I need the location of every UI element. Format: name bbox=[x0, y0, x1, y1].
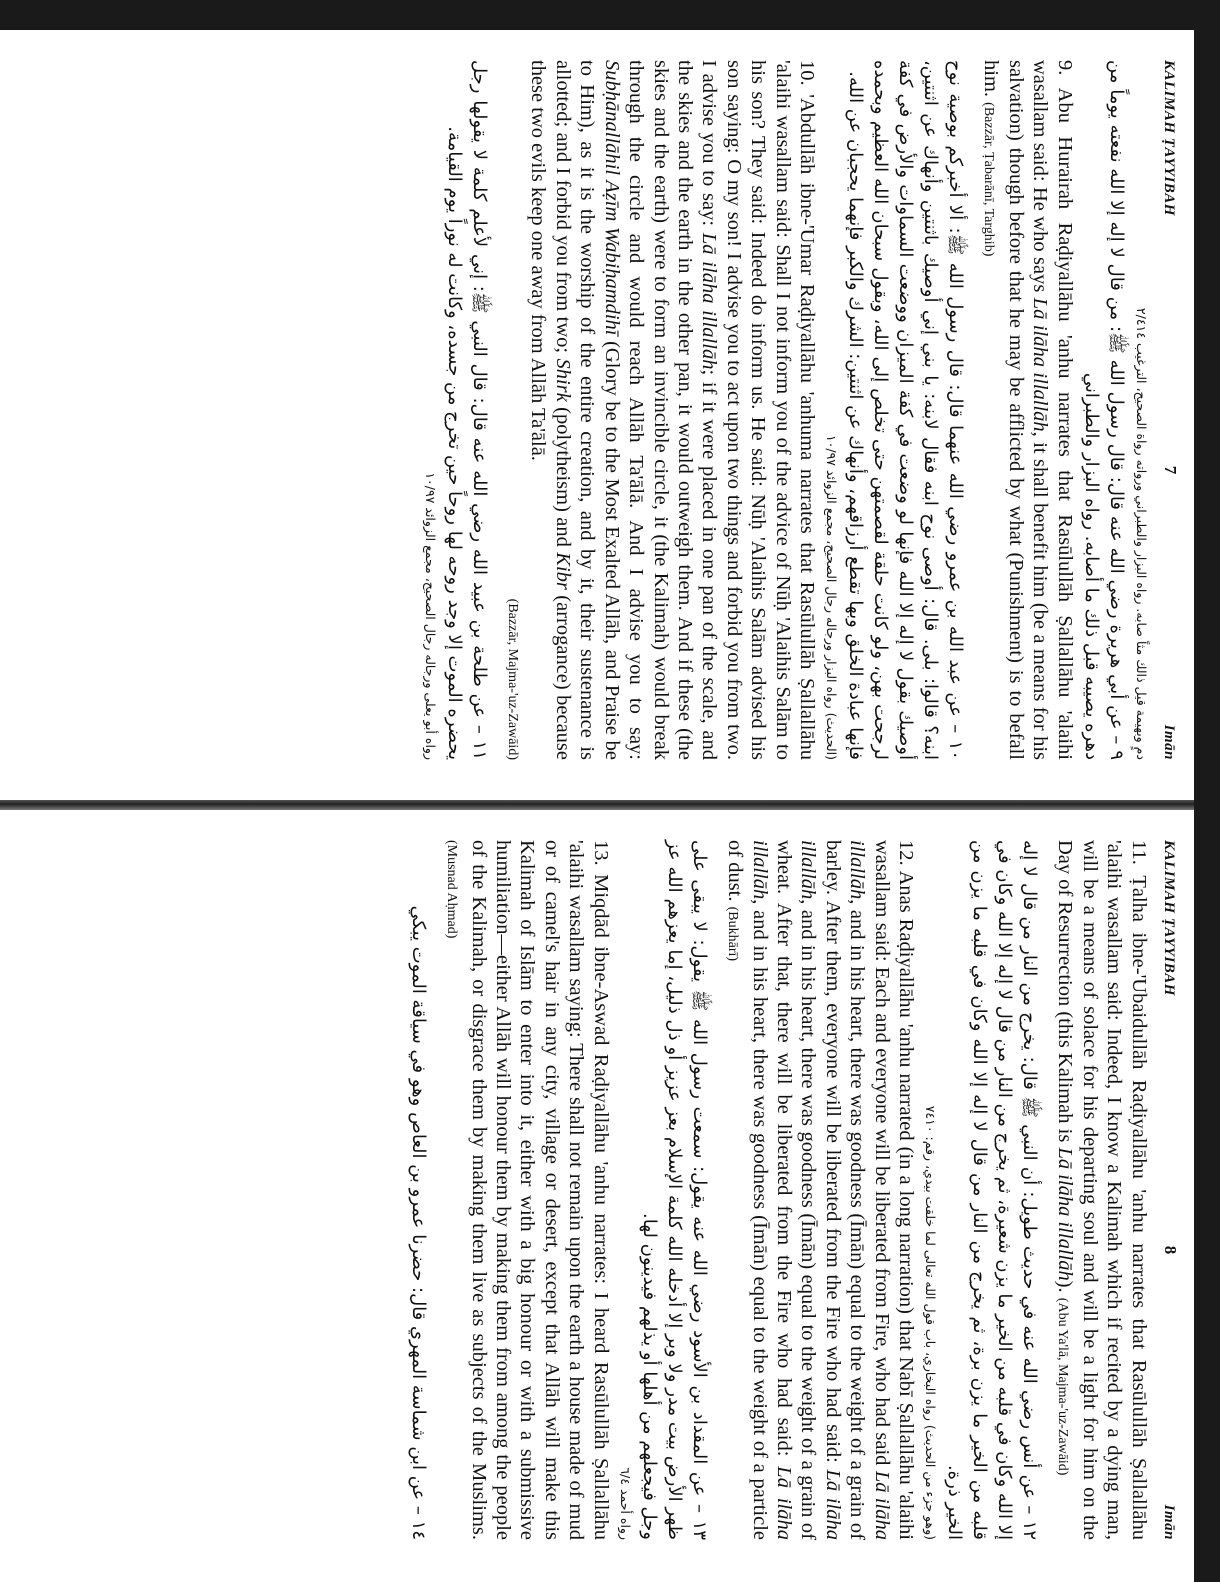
page-8 bbox=[82, 830, 1182, 1550]
page-number: 8 bbox=[1161, 1245, 1180, 1255]
hadith-12-citation: (Bukhārī) bbox=[725, 906, 741, 962]
book-fold-line bbox=[0, 800, 1194, 810]
hadith-9-citation: (Bazzār, Ṭabarānī, Targhib) bbox=[981, 102, 997, 257]
hadith-11-translation: 11. Ṭalha ibne-'Ubaidullāh Raḍiyallāhu 'anhu narrates that Rasūlullāh Ṣallallāhu 'alaihi wasallam said: Indeed, I know a Kalimah which if recited by a dying man, will be a means of solace for his departing soul and will be a light for him on the Day of Resurrection (this Kalimah is Lā ilāha illallāh). (Abu Ya'lā, Majma-'uz-Zawāid) bbox=[1054, 840, 1150, 1541]
hadith-13-arabic-ref: رواه أحمد ٦/٤ bbox=[617, 1467, 633, 1540]
hadith-12-translation: 12. Anas Raḍiyallāhu 'anhu narrated (in a long narration) that Nabī Ṣallallāhu 'alaihi wasallam said: Each and everyone will be liberated from Fire, who had said Lā ilāha illallāh, and in his heart, there was goodness (Īmān) equal to the weight of a grain of barley. After them, everyone will be liberated from the Fire who had said: Lā ilāha illallāh, and in his heart, there was goodness (Īmān) equal to the weight of a grain of wheat. After that, there will be liberated from the Fire who had said: Lā ilāha illallāh, and in his heart, there was goodness (Īmān) equal to the weight of a particle of dust. (Bukhārī) bbox=[724, 840, 917, 1541]
hadith-12-arabic-ref: (وهو جزء من الحديث) رواه البخاري، باب قول الله تعالى لما خلقت بيدي، رقم: ٧٤١٠ bbox=[922, 1105, 938, 1540]
hadith-13-arabic: ١٣ – عن المقداد بن الأسود رضي الله عنه يقول: سمعت رسول الله ﷺ يقول: لا يبقى على ظهر الأرض بيت مدر ولا وبر إلا أدخله الله كلمة الإسلام بعز عزيز أو ذل ذليل، إما يعزهم الله عز وجل فيجعلهم من أهلها أو يذلهم فيدينون لها. bbox=[638, 840, 710, 1540]
hadith-13-translation: 13. Miqdād ibne-Aswad Raḍiyallāhu 'anhu narrates: I heard Rasūlullāh Ṣallallāhu 'alaihi wasallam saying: There shall not remain upon the earth a house made of mud or of camel's hair in any city, village or desert, except that Allāh will make this Kalimah of Islām to enter into it, either with a big honour or with a submissive humiliation—either Allāh will honour them by making them from among the people of the Kalimah, or disgrace them by making them live as subjects of the Muslims. (Musnad Aḥmad) bbox=[444, 840, 612, 1540]
hadith-9-arabic: ٩ – عن أبي هريرة رضي الله عنه قال: قال رسول الله ﷺ: من قال لا إله إلا الله نفعته يوماً من دهره يصيبه قبل ذلك ما أصابه. رواه البزار والطبراني bbox=[1080, 60, 1127, 760]
hadith-11 bbox=[1050, 840, 1151, 1540]
hadith-14-arabic: ١٤ – عن ابن شماسة المهري قال: حضرنا عمرو بن العاص وهو في سياقة الموت يبكي bbox=[407, 905, 429, 1540]
header-title: KALIMAH ṬAYYIBAH bbox=[1161, 840, 1177, 996]
hadith-11-arabic-block bbox=[420, 60, 492, 760]
page-number: 7 bbox=[1161, 465, 1180, 475]
hadith-13-citation: (Musnad Aḥmad) bbox=[444, 840, 460, 939]
hadith-10 bbox=[500, 60, 968, 760]
hadith-9 bbox=[976, 60, 1129, 760]
hadith-13 bbox=[439, 840, 712, 1540]
header-section: Imān bbox=[1161, 1504, 1177, 1540]
hadith-12-arabic: ١٢ – عن أنس رضي الله عنه في حديث طويل: أن النبي ﷺ قال: يخرج من النار من قال لا إله إلا الله وكان في قلبه من الخير ما يزن شعيرة، ثم يخرج من النار من قال لا إله إلا الله وكان في قلبه من الخير ما يزن برة، ثم يخرج من النار من قال لا إله إلا الله وكان في قلبه ما يزن من الخير ذرة. bbox=[943, 840, 1040, 1540]
hadith-10-citation: (Bazzār, Majma-'uz-Zawāid) bbox=[505, 598, 521, 760]
hadith-10-translation: 10. 'Abdullāh ibne-'Umar Raḍiyallāhu 'anhuma narrates that Rasūlullāh Ṣallallāhu 'alaihi wasallam said: Shall I not inform you of the advice of Nūḥ 'Alaihis Salām to his son? They said: Indeed do inform us. He said: Nūḥ 'Alaihis Salām advised his son saying: O my son! I advise you to act upon two things and forbid you from two. I advise you to say: Lā ilāha illallāh; if it were placed in one pan of the scale, and the skies and the earth in the other pan, it would outweigh them. And if these (the skies and the earth) were to form an invincible circle, it (the Kalimah) would break through the circle and would reach Allāh Ta'ālā. And I advise you to say: Subḥānallāhil Aẓīm Wabiḥamdihī (Glory be to the Most Exalted Allāh, and Praise be to Him), as it is the worship of the entire creation, and by it, their sustenance is allotted; and I forbid you from two; Shirk (polytheism) and Kibr (arrogance) because these two evils keep one away from Allāh Ta'ālā. bbox=[527, 60, 818, 760]
header-title: KALIMAH ṬAYYIBAH bbox=[1161, 60, 1177, 216]
page-header bbox=[1157, 840, 1182, 1540]
scan-top-border bbox=[0, 0, 1220, 30]
hadith-11-arabic: ١١ – عن طلحة بن عبيد الله رضي الله عنه قال: قال النبي ﷺ: إني لأعلم كلمة لا يقولها رجل يحضره الموت إلا وجد روحه لها روحاً حين تخرج من جسده، وكانت له نوراً يوم القيامة. bbox=[443, 60, 490, 760]
hadith-11-arabic-ref: رواه أبو يعلى ورجاله رجال الصحيح، مجمع الزوائد ١٠/٩٧ bbox=[422, 472, 438, 760]
hadith-9-translation: 9. Abu Hurairah Raḍiyallāhu 'anhu narrates that Rasūlullāh Ṣallallāhu 'alaihi wasallam said: He who says Lā ilāha illallāh, it shall benefit him (be a means for his salvation) though before that he may be afflicted by what (Punishment) is to befall him. (Bazzār, Ṭabarānī, Targhib) bbox=[980, 60, 1076, 760]
hadith-12 bbox=[720, 840, 1042, 1540]
arabic-reference: دمٍ وبهيمة قيل ذالك مثاً صابه. رواه البزار والطبراني ورواته رواة الصحيح، الترغيب ٢/٤١٤ bbox=[1133, 307, 1149, 760]
hadith-10-arabic-ref: (الحديث) رواه البزار ورجاله رجال الصحيح، مجمع الزوائد ١٠/٩٧ bbox=[823, 434, 839, 760]
scan-right-border bbox=[1194, 0, 1220, 1582]
page-header bbox=[1157, 60, 1182, 760]
hadith-11-citation: (Abu Ya'lā, Majma-'uz-Zawāid) bbox=[1055, 1297, 1071, 1476]
header-section: Imān bbox=[1161, 724, 1177, 760]
hadith-10-arabic: ١٠ – عن عبد الله بن عمرو رضي الله عنهما قال: قال رسول الله ﷺ: ألا أخبركم بوصية نوح ابنه؟ قالوا: بلى. قال: أوصى نوح ابنه فقال لابنه: يا بني إني أوصيك باثنتين وأنهاك عن اثنتين، أوصيك بقول لا إله إلا الله فإنها لو وضعت في كفة الميزان ووضعت السماوات والأرض في كفة لرجحت بهن، ولو كانت حلقة لقصمتهن حتى تخلص إلى الله، وبقول سبحان الله العظيم وبحمده فإنها عبادة الخلق وبها تقطع أرزاقهم، وأنهاك عن اثنتين: الشرك والكبر فإنهما يحجبان عن الله. bbox=[844, 60, 966, 760]
hadith-14 bbox=[406, 840, 431, 1540]
page-7 bbox=[82, 50, 1182, 770]
